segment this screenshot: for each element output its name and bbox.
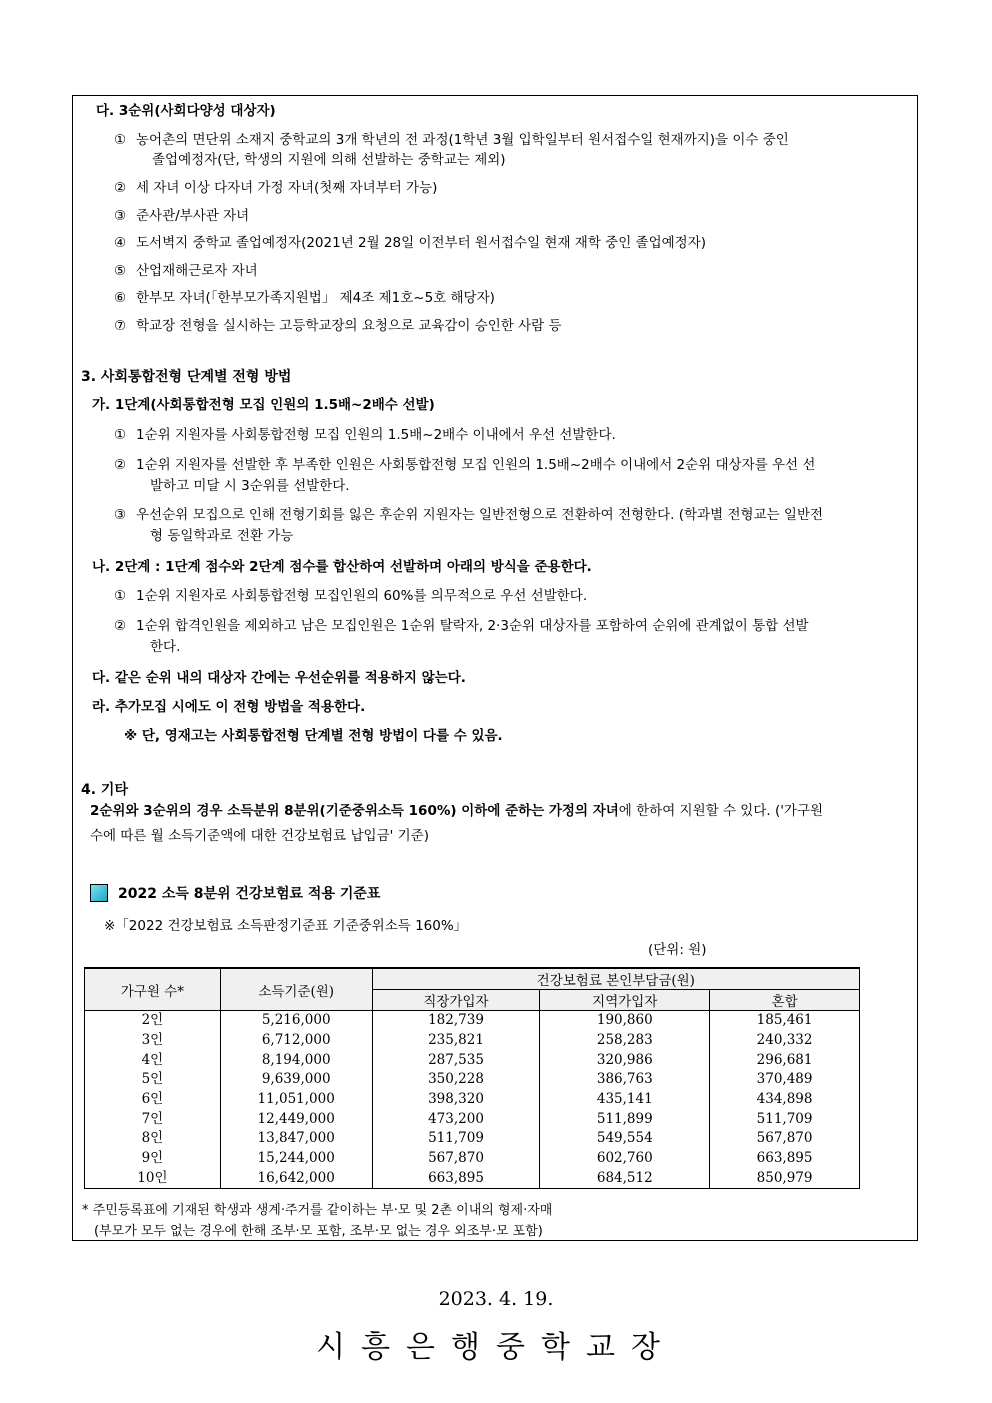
section-3-note: ※ 단, 영재고는 사회통합전형 단계별 전형 방법이 다를 수 있음. <box>124 728 503 744</box>
document-date: 2023. 4. 19. <box>438 1288 554 1310</box>
principal-signature: 시흥은행중학교장 <box>316 1330 676 1365</box>
table-row: 8인 13,847,000 511,709 549,554 567,870 <box>85 1129 860 1149</box>
table-unit: (단위: 원) <box>648 942 707 958</box>
table-row: 10인 16,642,000 663,895 684,512 850,979 <box>85 1169 860 1189</box>
table-row: 6인 11,051,000 398,320 435,141 434,898 <box>85 1090 860 1110</box>
section-4-text-cont: 수에 따른 월 소득기준액에 대한 건강보험료 납입금' 기준) <box>90 828 429 844</box>
section-4-text: 2순위와 3순위의 경우 소득분위 8분위(기준중위소득 160%) 이하에 준하는 가정의 자녀에 한하여 지원할 수 있다. ('가구원 <box>90 803 824 819</box>
section-3-na-title: 나. 2단계 : 1단계 점수와 2단계 점수를 합산하여 선발하며 아래의 방식을 준용한다. <box>92 559 592 575</box>
list-item-cont: 발하고 미달 시 3순위를 선발한다. <box>150 478 350 494</box>
list-item-cont: 졸업예정자(단, 학생의 지원에 의해 선발하는 중학교는 제외) <box>152 152 506 168</box>
section-4-title: 4. 기타 <box>81 782 128 798</box>
col-header-workplace: 직장가입자 <box>372 990 540 1011</box>
table-row: 3인 6,712,000 235,821 258,283 240,332 <box>85 1031 860 1051</box>
list-item-cont: 형 동일학과로 전환 가능 <box>150 528 294 544</box>
col-header-regional: 지역가입자 <box>540 990 710 1011</box>
table-row: 7인 12,449,000 473,200 511,899 511,709 <box>85 1109 860 1129</box>
col-header-household: 가구원 수* <box>85 968 221 1011</box>
section-3-ga-title: 가. 1단계(사회통합전형 모집 인원의 1.5배~2배수 선발) <box>92 397 435 413</box>
col-header-premium: 건강보험료 본인부담금(원) <box>372 968 859 990</box>
section-3-title: 3. 사회통합전형 단계별 전형 방법 <box>81 369 292 385</box>
table-subtitle: ※「2022 건강보험료 소득판정기준표 기준중위소득 160%」 <box>104 918 468 934</box>
list-item-cont: 한다. <box>150 639 181 655</box>
square-bullet-icon <box>90 884 108 902</box>
premium-table <box>84 967 860 1189</box>
col-header-mixed: 혼합 <box>710 990 860 1011</box>
table-footnote-cont: (부모가 모두 없는 경우에 한해 조부·모 포함, 조부·모 없는 경우 외조부·모 포함) <box>94 1224 543 1239</box>
table-footnote: * 주민등록표에 기재된 학생과 생계·주거를 같이하는 부·모 및 2촌 이내의 형제·자매 <box>82 1203 553 1218</box>
table-row: 4인 8,194,000 287,535 320,986 296,681 <box>85 1050 860 1070</box>
section-3-da: 다. 같은 순위 내의 대상자 간에는 우선순위를 적용하지 않는다. <box>92 670 466 686</box>
table-row: 2인 5,216,000 182,739 190,860 185,461 <box>85 1011 860 1031</box>
table-title: 2022 소득 8분위 건강보험료 적용 기준표 <box>118 886 381 902</box>
table-row: 9인 15,244,000 567,870 602,760 663,895 <box>85 1149 860 1169</box>
section-3-ra: 라. 추가모집 시에도 이 전형 방법을 적용한다. <box>92 699 366 715</box>
section-da-3rd-priority-title: 다. 3순위(사회다양성 대상자) <box>96 103 276 119</box>
table-row: 5인 9,639,000 350,228 386,763 370,489 <box>85 1070 860 1090</box>
col-header-income: 소득기준(원) <box>220 968 372 1011</box>
